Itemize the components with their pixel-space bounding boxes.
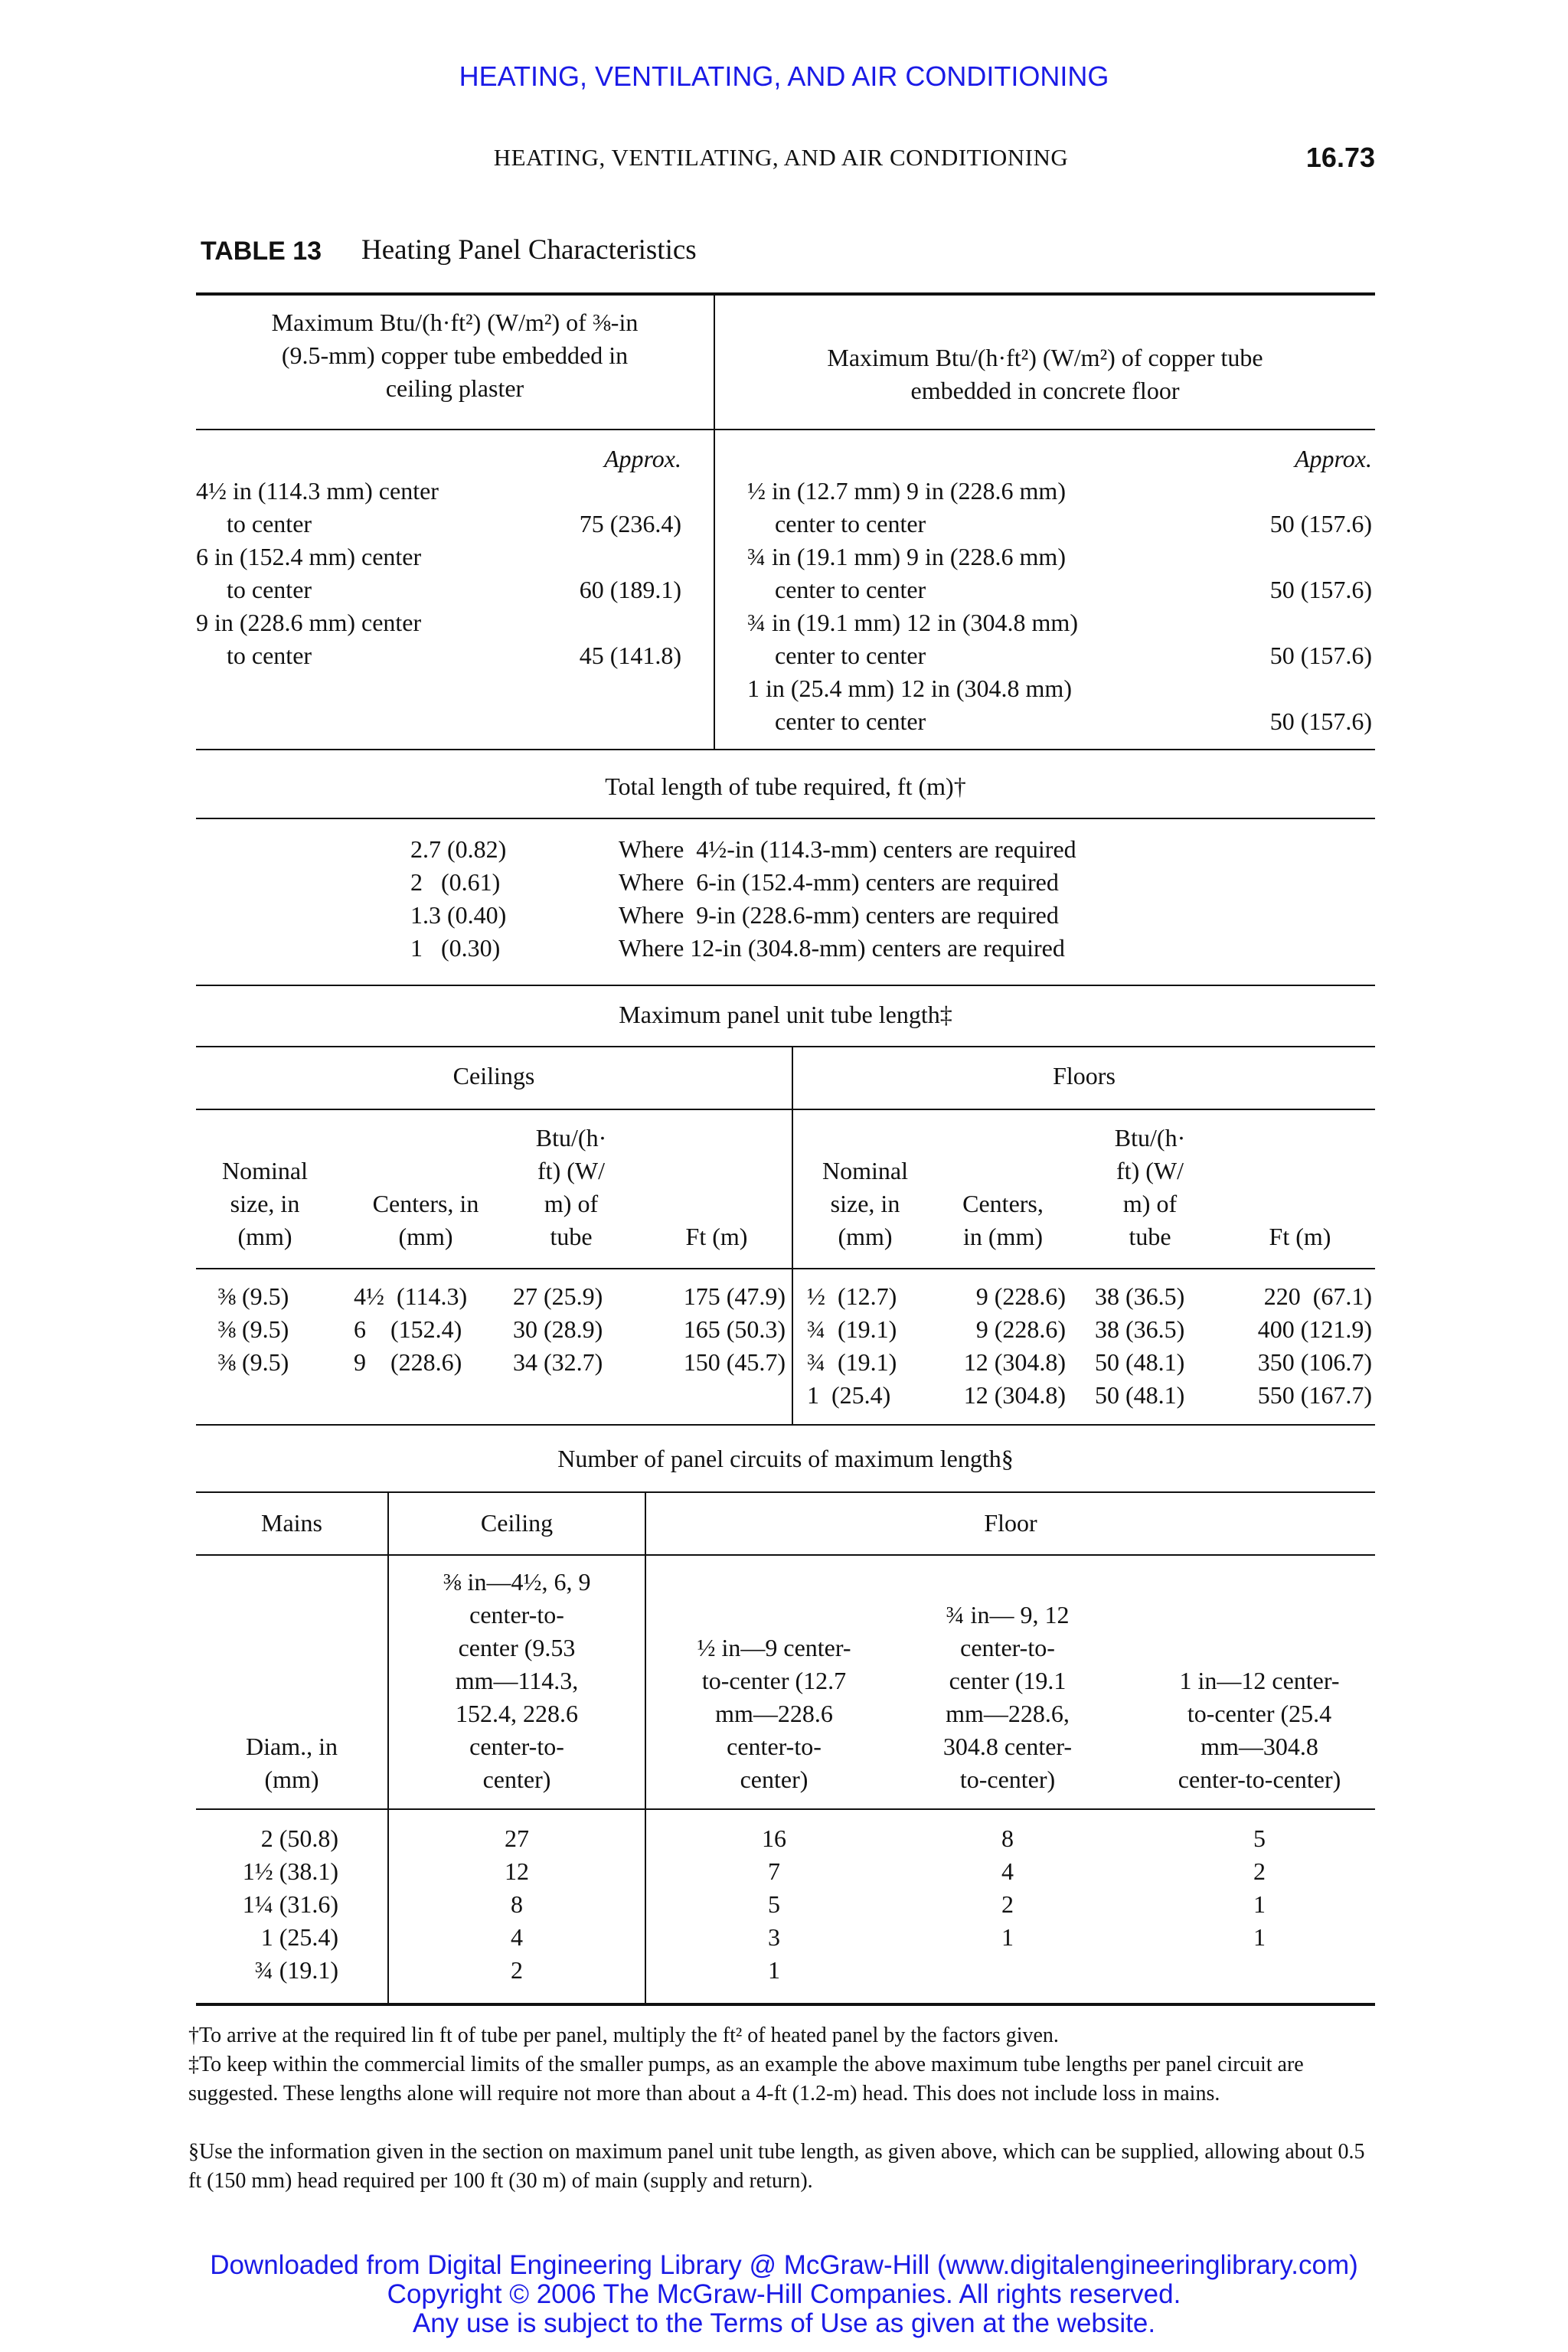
table-label: TABLE 13 bbox=[201, 237, 322, 266]
col-floor-half-inch: ½ in—9 center- to-center (12.7 mm—228.6 center-to- center) bbox=[697, 1634, 851, 1793]
table-cell: 175 (47.9) bbox=[683, 1282, 786, 1310]
col-ceiling-spacing: ⅜ in—4½, 6, 9 center-to- center (9.53 mm—114.3, 152.4, 228.6 center-to- center) bbox=[443, 1568, 591, 1793]
table-cell: ⅜ (9.5) bbox=[217, 1315, 289, 1343]
table-top-rule bbox=[196, 292, 1375, 296]
floor-tube-label: center to center bbox=[775, 642, 926, 669]
table-cell: 550 (167.7) bbox=[1257, 1381, 1372, 1409]
table-cell: 30 (28.9) bbox=[513, 1315, 603, 1343]
ceiling-spacing-label: 6 in (152.4 mm) center bbox=[196, 543, 422, 570]
col-nominal-size: Nominal size, in (mm) bbox=[222, 1157, 308, 1250]
floor-group-header: Floor bbox=[984, 1509, 1037, 1537]
section1-header-rule bbox=[196, 429, 1375, 430]
floor-tube-label: center to center bbox=[775, 576, 926, 603]
table-cell: 4 bbox=[511, 1923, 523, 1951]
length-condition: Where 9-in (228.6-mm) centers are required bbox=[619, 901, 1059, 929]
table-cell: 1 bbox=[1001, 1923, 1014, 1951]
table-cell: 8 bbox=[1001, 1824, 1014, 1852]
footer-download-notice[interactable]: Downloaded from Digital Engineering Library @ McGraw-Hill (www.digitalengineeringlibrary.com) bbox=[210, 2250, 1358, 2280]
ceiling-group-header: Ceiling bbox=[480, 1509, 554, 1537]
table-cell: 2 (50.8) bbox=[260, 1824, 338, 1852]
col-ft-m: Ft (m) bbox=[685, 1223, 748, 1250]
ceiling-output-value: 60 (189.1) bbox=[579, 576, 681, 603]
floor-output-value: 50 (157.6) bbox=[1269, 642, 1372, 669]
section4-divider-ceiling bbox=[645, 1493, 646, 2004]
col-btu-per-ft: Btu/(h· ft) (W/ m) of tube bbox=[1114, 1124, 1186, 1250]
table-cell: 400 (121.9) bbox=[1257, 1315, 1372, 1343]
table-cell: 1 bbox=[768, 1956, 780, 1984]
footnote-dagger: †To arrive at the required lin ft of tube per panel, multiply the ft² of heated panel by the factors given. bbox=[188, 2024, 1059, 2047]
length-condition: Where 12-in (304.8-mm) centers are required bbox=[619, 934, 1065, 962]
running-head: HEATING, VENTILATING, AND AIR CONDITIONING bbox=[493, 144, 1069, 171]
table-cell: 50 (48.1) bbox=[1095, 1381, 1185, 1409]
table-cell: 9 (228.6) bbox=[975, 1315, 1066, 1343]
floor-tube-label: ¾ in (19.1 mm) 9 in (228.6 mm) bbox=[747, 543, 1066, 570]
table-cell: ½ (12.7) bbox=[807, 1282, 897, 1310]
section3-title: Maximum panel unit tube length‡ bbox=[619, 1001, 952, 1028]
table-cell: 7 bbox=[768, 1857, 780, 1885]
mains-group-header: Mains bbox=[261, 1509, 322, 1537]
table-cell: 1 bbox=[1253, 1890, 1266, 1918]
footer-copyright: Copyright © 2006 The McGraw-Hill Companies. All rights reserved. bbox=[387, 2279, 1181, 2309]
table-cell: 9 (228.6) bbox=[975, 1282, 1066, 1310]
table-cell: 4 bbox=[1001, 1857, 1014, 1885]
table-cell: 16 bbox=[762, 1824, 786, 1852]
section3-bottom-rule bbox=[196, 1424, 1375, 1426]
table-cell: 4½ (114.3) bbox=[354, 1282, 468, 1310]
ceiling-spacing-label: 4½ in (114.3 mm) center bbox=[196, 477, 439, 505]
floor-tube-label: center to center bbox=[775, 707, 926, 735]
ceiling-output-value: 75 (236.4) bbox=[579, 510, 681, 537]
ceiling-output-value: 45 (141.8) bbox=[579, 642, 681, 669]
footnote-section: §Use the information given in the section on maximum panel unit tube length, as given above, which can be supplied, allowing about 0.5 ft (150 mm) head required per 100 ft (30 m) of main (supply and return). bbox=[188, 2140, 1365, 2193]
table-title: Heating Panel Characteristics bbox=[361, 234, 697, 266]
section3-title-rule bbox=[196, 1046, 1375, 1047]
table-cell: 27 (25.9) bbox=[513, 1282, 603, 1310]
table-cell: 6 (152.4) bbox=[354, 1315, 462, 1343]
table-cell: 1½ (38.1) bbox=[242, 1857, 338, 1885]
floors-group-header: Floors bbox=[1053, 1062, 1116, 1089]
floor-output-value: 50 (157.6) bbox=[1269, 510, 1372, 537]
table-cell: 1 (25.4) bbox=[807, 1381, 891, 1409]
length-factor: 1 (0.30) bbox=[410, 934, 501, 962]
length-factor: 2 (0.61) bbox=[410, 868, 501, 896]
section4-title: Number of panel circuits of maximum length§ bbox=[557, 1445, 1014, 1472]
section2-title: Total length of tube required, ft (m)† bbox=[605, 773, 966, 800]
table-cell: 220 (67.1) bbox=[1263, 1282, 1372, 1310]
table-cell: 38 (36.5) bbox=[1095, 1315, 1185, 1343]
page-number: 16.73 bbox=[1305, 142, 1375, 173]
length-factor: 2.7 (0.82) bbox=[410, 835, 507, 863]
section3-divider bbox=[792, 1047, 793, 1424]
col-floor-three-quarter-inch: ¾ in— 9, 12 center-to- center (19.1 mm—228.6, 304.8 center- to-center) bbox=[942, 1601, 1073, 1793]
length-condition: Where 6-in (152.4-mm) centers are required bbox=[619, 868, 1059, 896]
floor-tube-label: 1 in (25.4 mm) 12 in (304.8 mm) bbox=[747, 675, 1072, 702]
table-cell: 150 (45.7) bbox=[683, 1348, 786, 1376]
floor-output-value: 50 (157.6) bbox=[1269, 707, 1372, 735]
table-cell: 38 (36.5) bbox=[1095, 1282, 1185, 1310]
document-banner: HEATING, VENTILATING, AND AIR CONDITIONING bbox=[459, 60, 1109, 92]
table-cell: 1¼ (31.6) bbox=[242, 1890, 338, 1918]
approx-label-floor: Approx. bbox=[1294, 445, 1372, 472]
table-cell: 50 (48.1) bbox=[1095, 1348, 1185, 1376]
section1-left-header: Maximum Btu/(h·ft²) (W/m²) of ⅜-in (9.5-mm) copper tube embedded in ceiling plaster bbox=[271, 309, 639, 402]
col-diameter: Diam., in (mm) bbox=[246, 1733, 338, 1793]
table-cell: ¾ (19.1) bbox=[807, 1315, 897, 1343]
footer-terms-of-use[interactable]: Any use is subject to the Terms of Use as given at the website. bbox=[412, 2308, 1156, 2338]
col-ft-m: Ft (m) bbox=[1269, 1223, 1331, 1250]
table-cell: 9 (228.6) bbox=[354, 1348, 462, 1376]
approx-label-ceiling: Approx. bbox=[603, 445, 681, 472]
ceiling-spacing-label: to center bbox=[227, 576, 312, 603]
table-cell: 27 bbox=[505, 1824, 529, 1852]
floor-output-value: 50 (157.6) bbox=[1269, 576, 1372, 603]
section2-title-rule bbox=[196, 818, 1375, 819]
table-cell: ¾ (19.1) bbox=[807, 1348, 897, 1376]
table-cell: 1 (25.4) bbox=[260, 1923, 338, 1951]
table-cell: 3 bbox=[768, 1923, 780, 1951]
col-nominal-size: Nominal size, in (mm) bbox=[822, 1157, 908, 1250]
table-cell: 12 (304.8) bbox=[963, 1381, 1066, 1409]
footnote-double-dagger: ‡To keep within the commercial limits of the smaller pumps, as an example the above maximum tube lengths per panel circuit are suggested. These lengths alone will require not more than about a 4-ft (1.2-m) head. This does not include loss in mains. bbox=[188, 2053, 1304, 2105]
floor-tube-label: center to center bbox=[775, 510, 926, 537]
section3-group-rule bbox=[196, 1109, 1375, 1110]
section4-title-rule bbox=[196, 1491, 1375, 1493]
table-cell: 34 (32.7) bbox=[513, 1348, 603, 1376]
section4-header-rule bbox=[196, 1808, 1375, 1810]
ceiling-spacing-label: to center bbox=[227, 510, 312, 537]
ceiling-spacing-label: 9 in (228.6 mm) center bbox=[196, 609, 422, 636]
table-cell: 12 bbox=[505, 1857, 529, 1885]
section1-right-header: Maximum Btu/(h·ft²) (W/m²) of copper tube embedded in concrete floor bbox=[827, 344, 1263, 404]
table-cell: 12 (304.8) bbox=[963, 1348, 1066, 1376]
table-cell: 165 (50.3) bbox=[683, 1315, 786, 1343]
table-cell: ¾ (19.1) bbox=[254, 1956, 338, 1984]
col-centers: Centers, in (mm) bbox=[372, 1190, 479, 1250]
length-condition: Where 4½-in (114.3-mm) centers are required bbox=[619, 835, 1076, 863]
table-cell: 2 bbox=[511, 1956, 523, 1984]
table-cell: 5 bbox=[1253, 1824, 1266, 1852]
floor-tube-label: ¾ in (19.1 mm) 12 in (304.8 mm) bbox=[747, 609, 1078, 636]
table-cell: 2 bbox=[1001, 1890, 1014, 1918]
table-cell: 5 bbox=[768, 1890, 780, 1918]
table-cell: 8 bbox=[511, 1890, 523, 1918]
ceilings-group-header: Ceilings bbox=[452, 1062, 535, 1089]
table-cell: 1 bbox=[1253, 1923, 1266, 1951]
table-bottom-rule bbox=[196, 2003, 1375, 2006]
section4-group-rule bbox=[196, 1554, 1375, 1556]
col-centers: Centers, in (mm) bbox=[962, 1190, 1044, 1250]
section1-bottom-rule bbox=[196, 749, 1375, 750]
table-cell: ⅜ (9.5) bbox=[217, 1282, 289, 1310]
table-cell: 350 (106.7) bbox=[1257, 1348, 1372, 1376]
col-btu-per-ft: Btu/(h· ft) (W/ m) of tube bbox=[535, 1124, 607, 1250]
col-floor-one-inch: 1 in—12 center- to-center (25.4 mm—304.8 center-to-center) bbox=[1178, 1667, 1341, 1793]
ceiling-spacing-label: to center bbox=[227, 642, 312, 669]
section3-header-rule bbox=[196, 1268, 1375, 1269]
length-factor: 1.3 (0.40) bbox=[410, 901, 507, 929]
section2-bottom-rule bbox=[196, 985, 1375, 986]
floor-tube-label: ½ in (12.7 mm) 9 in (228.6 mm) bbox=[747, 477, 1066, 505]
table-cell: 2 bbox=[1253, 1857, 1266, 1885]
table-cell: ⅜ (9.5) bbox=[217, 1348, 289, 1376]
